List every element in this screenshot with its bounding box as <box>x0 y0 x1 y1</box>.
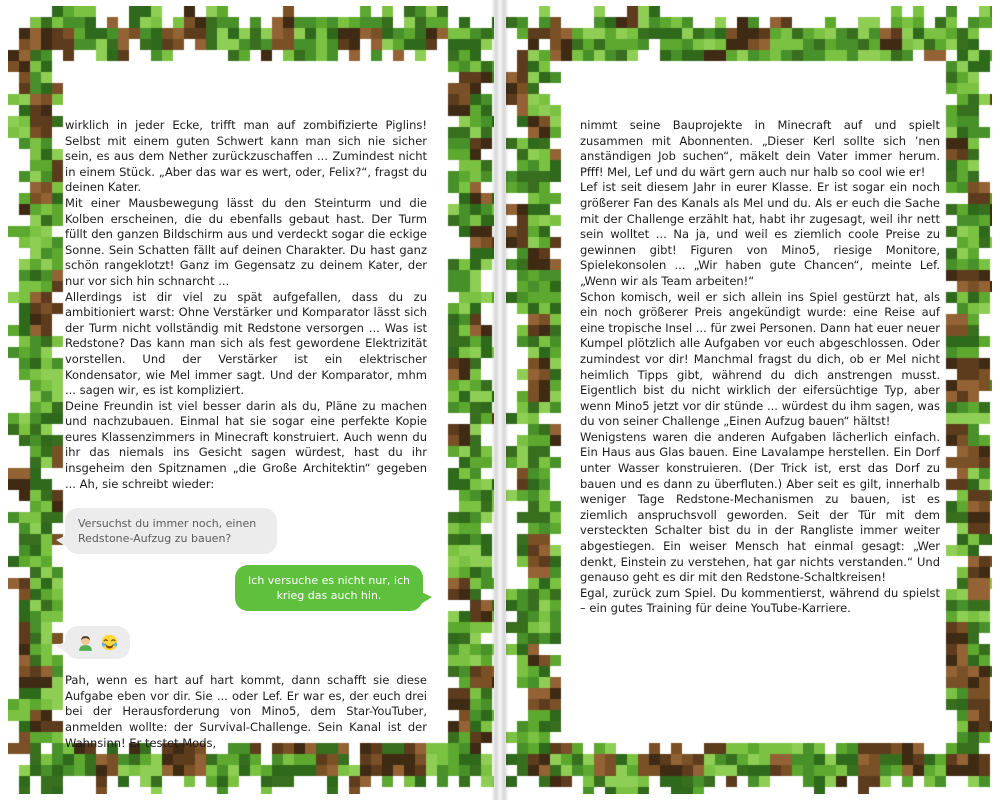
left-page <box>8 6 494 794</box>
boy-emoji <box>76 633 95 652</box>
paragraph: Pah, wenn es hart auf hart kommt, dann schafft sie diese Aufgabe eben vor dir. Sie ... oder Lef. Er war es, der euch drei bei der Herausforderung von Mino5, dem Star-YouTuber, anmelden wollte: der Survival-Challenge. Sein Kanal ist der Wahnsinn! Er testet Mods, <box>65 673 427 750</box>
paragraph: Mit einer Mausbewegung lässt du den Steinturm und die Kolben erscheinen, die du ebenfalls gebaut hast. Der Turm füllt den ganzen Bildschirm aus und verdeckt sogar die eckige Sonne. Sein Schatten fällt auf deinen Charakter. Du hast ganz schön rangeklotzt! Ganz im Gegensatz zu deinem Kater, der nur vor sich hin schnarcht ... <box>65 195 427 288</box>
book-spine <box>491 0 509 800</box>
right-page <box>506 6 992 794</box>
chat-bubble-outgoing: Ich versuche es nicht nur, ich krieg das auch hin. <box>235 565 423 611</box>
chat-conversation <box>65 508 427 659</box>
laughing-tears-emoji <box>100 633 119 652</box>
right-page-text <box>580 118 940 617</box>
chat-bubble-emoji <box>65 626 130 659</box>
paragraph: nimmt seine Bauprojekte in Minecraft auf und spielt zusammen mit Abonnenten. „Dieser Kerl sollte sich ’nen anständigen Job suchen“, mäkelt dein Vater immer herum. Pfff! Mel, Lef und du wärt gern auch nur halb so cool wie er! <box>580 118 940 179</box>
paragraph: Lef ist seit diesem Jahr in eurer Klasse. Er ist sogar ein noch größerer Fan des Kanals als Mel und du. Als er euch die Sache mit der Challenge erzählt hat, habt ihr zugesagt, weil ihr nett sein wolltet ... Na ja, und weil es ziemlich coole Preise zu gewinnen gibt! Figuren von Mino5, riesige Monitore, Spielekonsolen ... „Wir haben gute Chancen“, meinte Lef. „Wenn wir als Team arbeiten!“ <box>580 180 940 288</box>
left-page-text <box>65 118 427 751</box>
paragraph: Wenigstens waren die anderen Aufgaben lächerlich einfach. Ein Haus aus Glas bauen. Eine Lavalampe herstellen. Ein Dorf unter Wasser konstruieren. (Der Trick ist, erst das Dorf zu bauen und es dann zu überfluten.) Aber seit es gilt, innerhalb weniger Tage Redstone-Mechanismen zu bauen, ist es ziemlich anspruchsvoll geworden. Seit der Tür mit dem versteckten Schalter bist du in der Rangliste immer weiter abgestiegen. Ein weiser Mensch hat einmal gesagt: „Wer denkt, Einstein zu verstehen, hat gar nichts verstanden.“ Und genauso geht es dir mit den Redstone-Schaltkreisen! <box>580 429 940 585</box>
paragraph: Schon komisch, weil er sich allein ins Spiel gestürzt hat, als ein noch größerer Preis angekündigt wurde: eine Reise auf eine tropische Insel ... für zwei Personen. Dann hat euer neuer Kumpel plötzlich alle Aufgaben vor euch abgeschlossen. Oder zumindest vor dir! Manchmal fragst du dich, ob er Mel nicht heimlich Tipps gibt, während du dich anstrengen musst. Eigentlich bist du nicht wirklich der eifersüchtige Typ, aber wenn Mino5 jetzt vor dir stünde ... würdest du ihm sagen, was du von seiner Challenge „Einen Aufzug bauen“ hältst! <box>580 289 940 429</box>
paragraph: Deine Freundin ist viel besser darin als du, Pläne zu machen und nachzubauen. Einmal hat sie sogar eine perfekte Kopie eures Klassenzimmers in Minecraft konstruiert. Auch wenn du ihr das niemals ins Gesicht sagen würdest, hast du ihr insgeheim den Spitznamen „die Große Architektin“ gegeben ... Ah, sie schreibt wieder: <box>65 398 427 491</box>
chat-bubble-incoming: Versuchst du immer noch, einen Redstone-Aufzug zu bauen? <box>65 508 277 554</box>
paragraph: Allerdings ist dir viel zu spät aufgefallen, dass du zu ambitioniert warst: Ohne Verstärker und Komparator lässt sich der Turm nicht vollständig mit Redstone versorgen ... Was ist Redstone? Das kann man sich als fest gewordene Elektrizität vorstellen. Und der Verstärker ist ein elektrischer Kondensator, wie Mel immer sagt. Und der Komparator, mhm ... sagen wir, es ist kompliziert. <box>65 289 427 398</box>
paragraph: wirklich in jeder Ecke, trifft man auf zombifizierte Piglins! Selbst mit einem guten Schwert kann man sich nie sicher sein, es aus dem Nether zurückzuschaffen ... Zumindest nicht in einem Stück. „Aber das war es wert, oder, Felix?“, fragst du deinen Kater. <box>65 118 427 195</box>
paragraph: Egal, zurück zum Spiel. Du kommentierst, während du spielst – ein gutes Training für deine YouTube-Karriere. <box>580 585 940 616</box>
